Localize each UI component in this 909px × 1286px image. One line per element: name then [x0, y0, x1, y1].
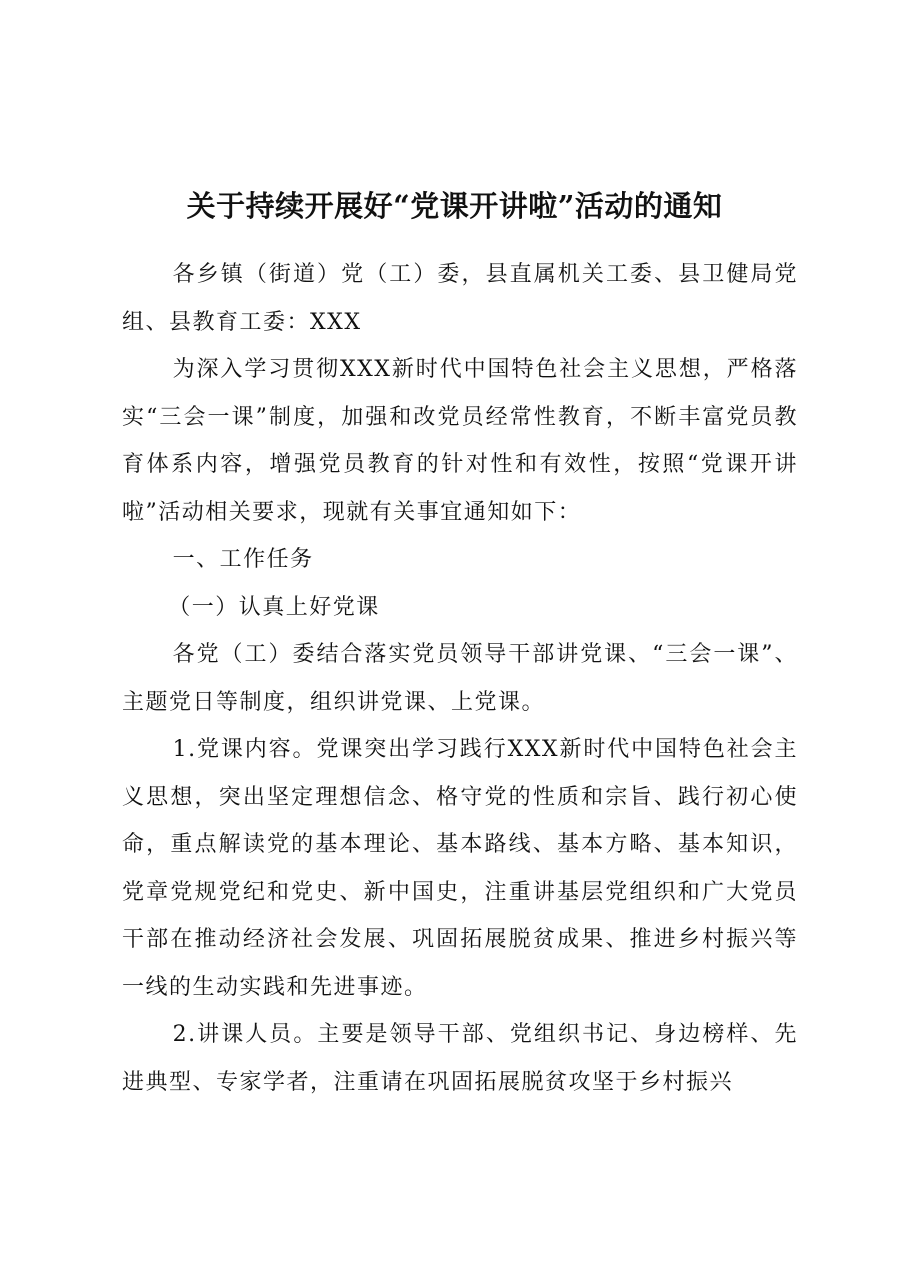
intro-paragraph: 为深入学习贯彻XXX新时代中国特色社会主义思想，严格落实“三会一课”制度，加强和改党员经常性教育，不断丰富党员教育体系内容，增强党员教育的针对性和有效性，按照“党课开讲啦”活动相关要求，现就有关事宜通知如下：: [122, 357, 798, 525]
document-body: [122, 251, 798, 1106]
section-heading: 一、工作任务: [172, 547, 314, 572]
list-item-paragraph: 1.党课内容。党课突出学习践行XXX新时代中国特色社会主义思想，突出坚定理想信念、格守党的性质和宗旨、践行初心使命，重点解读党的基本理论、基本路线、基本方略、基本知识，党章党规党纪和党史、新中国史，注重讲基层党组织和广大党员干部在推动经济社会发展、巩固拓展脱贫成果、推进乡村振兴等一线的生动实践和先进事迹。: [122, 737, 798, 1000]
subsection-heading: （一）认真上好党课: [168, 594, 380, 620]
document-title: 关于持续开展好“党课开讲啦”活动的通知: [186, 189, 723, 223]
body-paragraph: 各党（工）委结合落实党员领导干部讲党课、“三会一课”、主题党日等制度，组织讲党课、上党课。: [122, 642, 798, 715]
list-item-paragraph: 2.讲课人员。主要是领导干部、党组织书记、身边榜样、先进典型、专家学者，注重请在巩固拓展脱贫攻坚于乡村振兴: [122, 1022, 798, 1095]
salutation-paragraph: 各乡镇（街道）党（工）委，县直属机关工委、县卫健局党组、县教育工委：XXX: [122, 262, 798, 335]
